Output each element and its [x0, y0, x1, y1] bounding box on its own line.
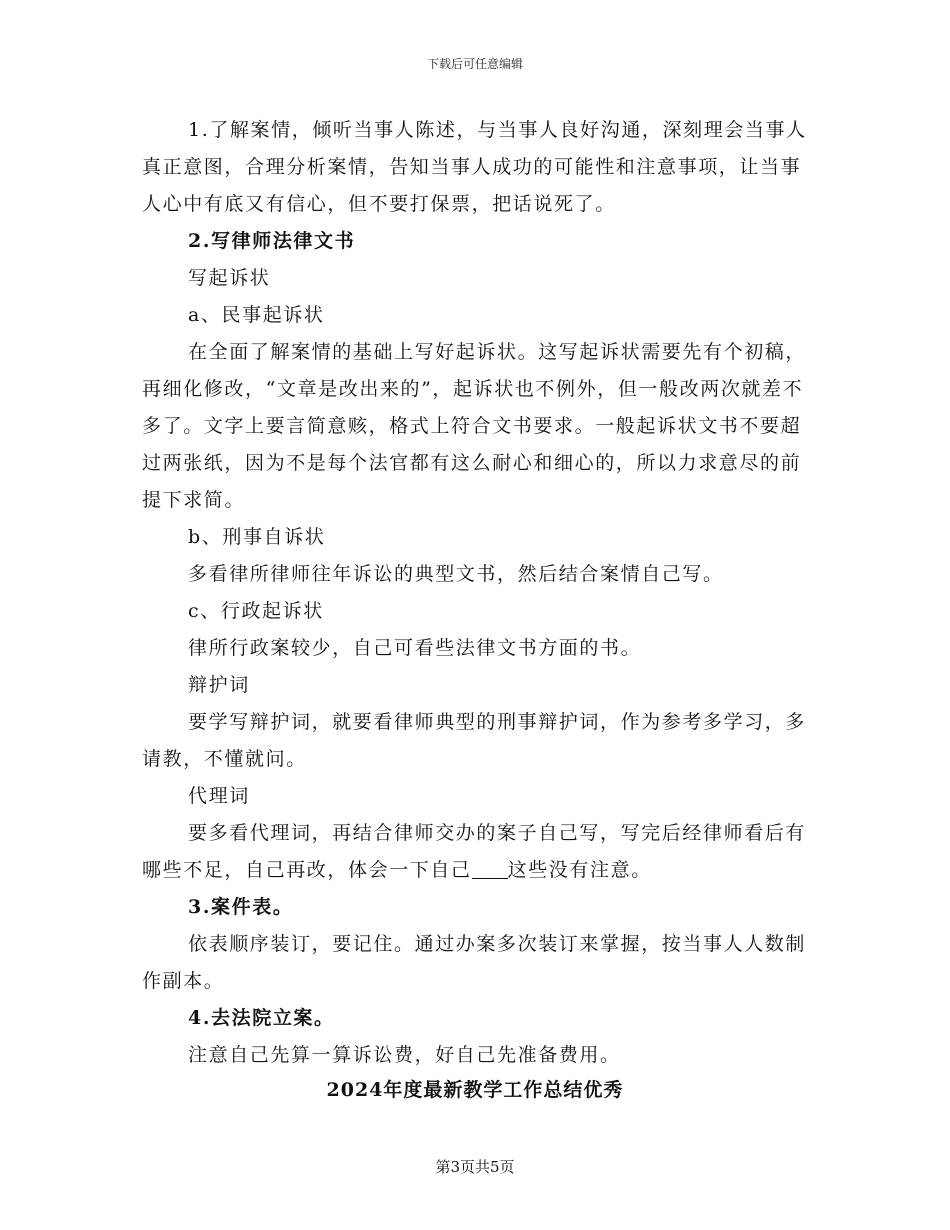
heading-file-case: 4.去法院立案。 [188, 1007, 335, 1029]
document-body [142, 112, 810, 1074]
paragraph-agency-statement [142, 815, 810, 889]
paragraph-agency-text-after: 这些没有注意。 [507, 859, 652, 881]
fill-in-blank [472, 860, 508, 879]
subheading-agency-statement: 代理词 [188, 785, 250, 807]
paragraph-agency-text-before: 要多看代理词，再结合律师交办的案子自己写，写完后经律师看后有哪些不足，自己再改，体会一下自己 [142, 822, 807, 881]
next-document-title: 2024年度最新教学工作总结优秀 [326, 1079, 624, 1101]
subheading-criminal-complaint: b、刑事自诉状 [188, 526, 326, 548]
paragraph-defense-statement: 要学写辩护词，就要看律师典型的刑事辩护词，作为参考多学习，多请教，不懂就问。 [142, 711, 807, 770]
subheading-administrative-complaint: c、行政起诉状 [188, 600, 324, 622]
subheading-civil-complaint: a、民事起诉状 [188, 304, 325, 326]
page-footer: 第3页共5页 [435, 1158, 515, 1176]
paragraph-case-table: 依表顺序装订，要记住。通过办案多次装订来掌握，按当事人人数制作副本。 [142, 933, 807, 992]
heading-case-table: 3.案件表。 [188, 896, 294, 918]
paragraph-administrative-complaint: 律所行政案较少，自己可看些法律文书方面的书。 [188, 637, 642, 659]
subheading-defense-statement: 辩护词 [188, 674, 250, 696]
paragraph-civil-complaint: 在全面了解案情的基础上写好起诉状。这写起诉状需要先有个初稿，再细化修改，“文章是改出来的”，起诉状也不例外，但一般改两次就差不多了。文字上要言简意赅，格式上符合文书要求。一般起诉状文书不要超过两张纸，因为不是每个法官都有这么耐心和细心的，所以力求意尽的前提下求简。 [142, 341, 807, 511]
paragraph-criminal-complaint: 多看律所律师往年诉讼的典型文书，然后结合案情自己写。 [188, 563, 724, 585]
heading-write-documents: 2.写律师法律文书 [188, 230, 356, 252]
paragraph-file-case: 注意自己先算一算诉讼费，好自己先准备费用。 [188, 1044, 621, 1066]
paragraph-understand-case: 1.了解案情，倾听当事人陈述，与当事人良好沟通，深刻理会当事人真正意图，合理分析案情，告知当事人成功的可能性和注意事项，让当事人心中有底又有信心，但不要打保票，把话说死了。 [142, 119, 807, 215]
page-header: 下载后可任意编辑 [426, 57, 523, 71]
subheading-complaint: 写起诉状 [188, 267, 271, 289]
